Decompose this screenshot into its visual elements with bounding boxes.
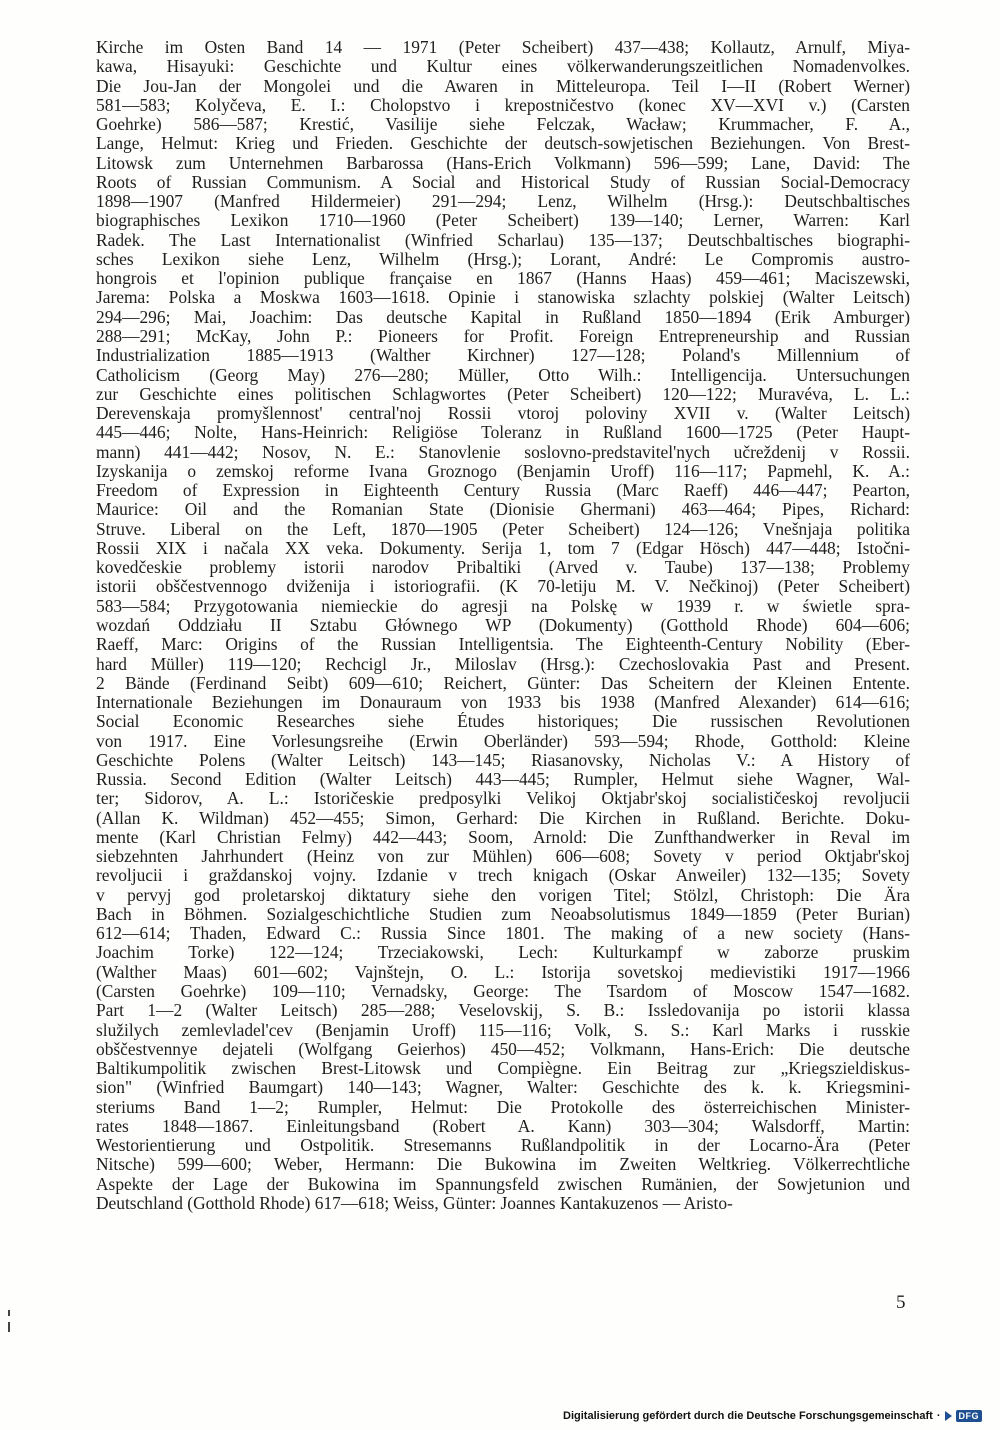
text-line: Industrialization 1885—1913 (Walther Kirchner) 127—128; Poland's Millennium of [96, 346, 910, 366]
text-line: Aspekte der Lage der Bukowina im Spannungsfeld zwischen Rumänien, der Sowjetunion und [96, 1174, 910, 1194]
edge-mark [8, 1310, 10, 1316]
text-line: sion" (Winfried Baumgart) 140—143; Wagner, Walter: Geschichte des k. k. Kriegsmini- [96, 1078, 910, 1098]
page-number: 5 [896, 1292, 906, 1313]
edge-mark [8, 1322, 10, 1332]
text-line: Goehrke) 586—587; Krestić, Vasilije siehe Felczak, Wacław; Krummacher, F. A., [96, 115, 910, 135]
text-line: Freedom of Expression in Eighteenth Century Russia (Marc Raeff) 446—447; Pearton, [96, 481, 910, 501]
text-line: Izyskanija o zemskoj reforme Ivana Groznogo (Benjamin Uroff) 116—117; Papmehl, K. A.: [96, 461, 910, 481]
text-line: mente (Karl Christian Felmy) 442—443; Soom, Arnold: Die Zunfthandwerker in Reval im [96, 827, 910, 847]
text-line: hard Müller) 119—120; Rechcigl Jr., Miloslav (Hrsg.): Czechoslovakia Past and Present. [96, 654, 910, 674]
text-line: 1898—1907 (Manfred Hildermeier) 291—294; Lenz, Wilhelm (Hrsg.): Deutschbaltisches [96, 192, 910, 212]
text-line: mann) 441—442; Nosov, N. E.: Stanovlenie soslovno-predstavitel'nych učreždenij v Rossii. [96, 442, 910, 462]
text-line: Derevenskaja promyšlennost' central'noj Rossii vtoroj poloviny XVII v. (Walter Leitsch) [96, 404, 910, 424]
text-line: ter; Sidorov, A. L.: Istoričeskie predposylki Velikoj Oktjabr'skoj socialističeskoj revoljucii [96, 789, 910, 809]
text-line: Maurice: Oil and the Romanian State (Dionisie Ghermani) 463—464; Pipes, Richard: [96, 500, 910, 520]
text-line: biographisches Lexikon 1710—1960 (Peter Scheibert) 139—140; Lerner, Warren: Karl [96, 211, 910, 231]
text-line: Nitsche) 599—600; Weber, Hermann: Die Bukowina im Zweiten Weltkrieg. Völkerrechtliche [96, 1155, 910, 1175]
text-line: (Allan K. Wildman) 452—455; Simon, Gerhard: Die Kirchen in Rußland. Berichte. Doku- [96, 808, 910, 828]
dfg-arrow-icon [945, 1411, 952, 1421]
text-line: von 1917. Eine Vorlesungsreihe (Erwin Oberländer) 593—594; Rhode, Gotthold: Kleine [96, 731, 910, 751]
text-line: istorii obščestvennogo dviženija i istoriografii. (K 70-letiju M. V. Nečkinoj) (Peter Scheibert) [96, 577, 910, 597]
text-line: Bach in Böhmen. Sozialgeschichtliche Studien zum Neoabsolutismus 1849—1859 (Peter Burian) [96, 904, 910, 924]
text-line: obščestvennye dejateli (Wolfgang Geierhos) 450—452; Volkmann, Hans-Erich: Die deutsche [96, 1039, 910, 1059]
text-line: 445—446; Nolte, Hans-Heinrich: Religiöse Toleranz in Rußland 1600—1725 (Peter Haupt- [96, 423, 910, 443]
text-line: Jarema: Polska a Moskwa 1603—1618. Opinie i stanowiska szlachty polskiej (Walter Leitsch) [96, 288, 910, 308]
text-line: Raeff, Marc: Origins of the Russian Intelligentsia. The Eighteenth-Century Nobility (Eber- [96, 635, 910, 655]
text-line: 612—614; Thaden, Edward C.: Russia Since 1801. The making of a new society (Hans- [96, 924, 910, 944]
text-line: Geschichte Polens (Walter Leitsch) 143—145; Riasanovsky, Nicholas V.: A History of [96, 750, 910, 770]
text-line: sches Lexikon siehe Lenz, Wilhelm (Hrsg.); Lorant, André: Le Compromis austro- [96, 249, 910, 269]
text-line: Litowsk zum Unternehmen Barbarossa (Hans-Erich Volkmann) 596—599; Lane, David: The [96, 153, 910, 173]
text-line: Internationale Beziehungen im Donauraum von 1933 bis 1938 (Manfred Alexander) 614—616; [96, 693, 910, 713]
text-line: kawa, Hisayuki: Geschichte und Kultur eines völkerwanderungszeitlichen Nomadenvolkes. [96, 57, 910, 77]
text-line: Struve. Liberal on the Left, 1870—1905 (Peter Scheibert) 124—126; Vnešnjaja politika [96, 519, 910, 539]
text-line: 583—584; Przygotowania niemieckie do agresji na Polskę w 1939 r. w świetle spra- [96, 596, 910, 616]
text-line: revoljucii i graždanskoj vojny. Izdanie v trech knigach (Oskar Anweiler) 132—135; Sovety [96, 866, 910, 886]
text-line: zur Geschichte eines politischen Schlagwortes (Peter Scheibert) 120—122; Muravéva, L. L.: [96, 384, 910, 404]
footer-credit: Digitalisierung gefördert durch die Deutsche Forschungsgemeinschaft [563, 1410, 933, 1422]
text-line: Deutschland (Gotthold Rhode) 617—618; Weiss, Günter: Joannes Kantakuzenos — Aristo- [96, 1193, 733, 1213]
text-line: wozdań Oddziału II Sztabu Głównego WP (Dokumenty) (Gotthold Rhode) 604—606; [96, 615, 910, 635]
text-line: rates 1848—1867. Einleitungsband (Robert A. Kann) 303—304; Walsdorff, Martin: [96, 1116, 910, 1136]
text-line: Die Jou-Jan der Mongolei und die Awaren in Mitteleuropa. Teil I—II (Robert Werner) [96, 76, 910, 96]
text-line: 294—296; Mai, Joachim: Das deutsche Kapital in Rußland 1850—1894 (Erik Amburger) [96, 307, 910, 327]
text-line: Westorientierung und Ostpolitik. Stresemanns Rußlandpolitik in der Locarno-Ära (Peter [96, 1136, 910, 1156]
text-line: (Carsten Goehrke) 109—110; Vernadsky, George: The Tsardom of Moscow 1547—1682. [96, 982, 910, 1002]
text-line: Joachim Torke) 122—124; Trzeciakowski, Lech: Kulturkampf w zaborze pruskim [96, 943, 910, 963]
text-line: 2 Bände (Ferdinand Seibt) 609—610; Reichert, Günter: Das Scheitern der Kleinen Entente. [96, 673, 910, 693]
text-line: Kirche im Osten Band 14 — 1971 (Peter Scheibert) 437—438; Kollautz, Arnulf, Miya- [96, 38, 910, 57]
text-line: 581—583; Kolyčeva, E. I.: Cholopstvo i krepostničestvo (konec XV—XVI v.) (Carsten [96, 95, 910, 115]
text-line: Social Economic Researches siehe Études historiques; Die russischen Revolutionen [96, 712, 910, 732]
footer-separator: · [936, 1410, 941, 1422]
digitization-footer [563, 1410, 982, 1422]
scan-edge-marks [8, 1310, 12, 1340]
text-line: služilych zemlevladel'cev (Benjamin Uroff) 115—116; Volk, S. S.: Karl Marks i russkie [96, 1020, 910, 1040]
text-line: Catholicism (Georg May) 276—280; Müller, Otto Wilh.: Intelligencija. Untersuchungen [96, 365, 910, 385]
text-line: Rossii XIX i načala XX veka. Dokumenty. Serija 1, tom 7 (Edgar Hösch) 447—448; Istočni- [96, 538, 910, 558]
text-line: siebzehnten Jahrhundert (Heinz von zur Mühlen) 606—608; Sovety v period Oktjabr'skoj [96, 847, 910, 867]
text-line: Baltikumpolitik zwischen Brest-Litowsk und Compiègne. Ein Beitrag zur „Kriegszieldiskus- [96, 1059, 910, 1079]
text-line: Roots of Russian Communism. A Social and Historical Study of Russian Social-Democracy [96, 172, 910, 192]
text-line: hongrois et l'opinion publique française en 1867 (Hanns Haas) 459—461; Maciszewski, [96, 269, 910, 289]
text-line: Radek. The Last Internationalist (Winfried Scharlau) 135—137; Deutschbaltisches biographi- [96, 230, 910, 250]
dfg-logo: DFG [956, 1410, 983, 1422]
bibliography-text [96, 38, 910, 1213]
text-line: (Walther Maas) 601—602; Vajnštejn, O. L.: Istorija sovetskoj medievistiki 1917—1966 [96, 962, 910, 982]
text-line: Russia. Second Edition (Walter Leitsch) 443—445; Rumpler, Helmut siehe Wagner, Wal- [96, 770, 910, 790]
text-line: Part 1—2 (Walter Leitsch) 285—288; Veselovskij, S. B.: Issledovanija po istorii klassa [96, 1001, 910, 1021]
text-line: Lange, Helmut: Krieg und Frieden. Geschichte der deutsch-sowjetischen Beziehungen. Von Brest- [96, 134, 910, 154]
text-line: v pervyj god proletarskoj diktatury siehe den vorigen Titel; Stölzl, Christoph: Die Ära [96, 885, 910, 905]
text-line: kovedčeskie problemy istorii narodov Pribaltiki (Arved v. Taube) 137—138; Problemy [96, 558, 910, 578]
text-line: 288—291; McKay, John P.: Pioneers for Profit. Foreign Entrepreneurship and Russian [96, 326, 910, 346]
text-line: steriums Band 1—2; Rumpler, Helmut: Die Protokolle des österreichischen Minister- [96, 1097, 910, 1117]
